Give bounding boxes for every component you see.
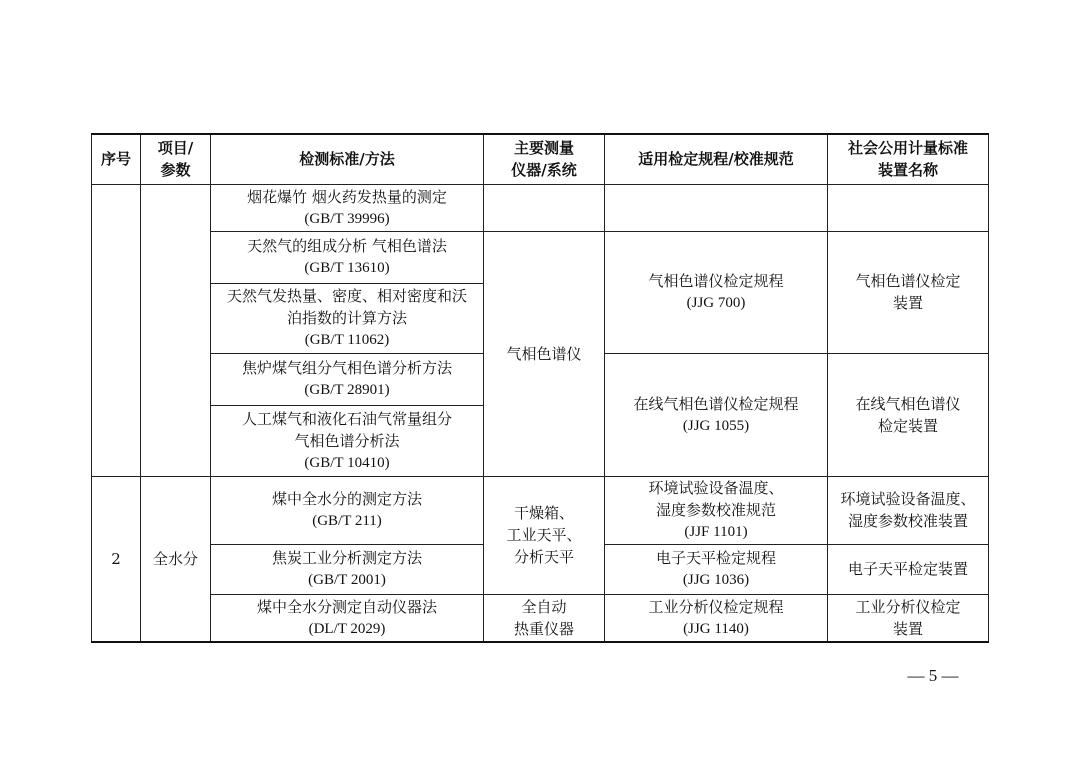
instrument-cell-empty (484, 184, 605, 231)
method-cell: 烟花爆竹 烟火药发热量的测定 (GB/T 39996) (211, 184, 484, 231)
method-cell: 人工煤气和液化石油气常量组分 气相色谱分析法 (GB/T 10410) (211, 405, 484, 476)
regulation-cell: 工业分析仪检定规程 (JJG 1140) (605, 594, 828, 642)
method-cell: 煤中全水分测定自动仪器法 (DL/T 2029) (211, 594, 484, 642)
device-cell: 气相色谱仪检定 装置 (828, 231, 989, 353)
device-cell: 在线气相色谱仪 检定装置 (828, 353, 989, 476)
regulation-cell: 环境试验设备温度、 湿度参数校准规范 (JJF 1101) (605, 476, 828, 544)
method-cell: 焦炭工业分析测定方法 (GB/T 2001) (211, 544, 484, 594)
table-header-row (92, 134, 989, 184)
parameter-cell-empty (141, 184, 211, 476)
device-cell: 环境试验设备温度、 湿度参数校准装置 (828, 476, 989, 544)
header-instrument: 主要测量 仪器/系统 (484, 134, 605, 184)
instrument-cell: 全自动 热重仪器 (484, 594, 605, 642)
serial-number-cell: 2 (92, 476, 141, 642)
table-row (92, 184, 989, 231)
device-cell: 电子天平检定装置 (828, 544, 989, 594)
regulation-cell: 电子天平检定规程 (JJG 1036) (605, 544, 828, 594)
method-cell: 天然气的组成分析 气相色谱法 (GB/T 13610) (211, 231, 484, 283)
instrument-cell: 气相色谱仪 (484, 231, 605, 476)
table-row (92, 476, 989, 544)
method-cell: 煤中全水分的测定方法 (GB/T 211) (211, 476, 484, 544)
regulation-cell: 气相色谱仪检定规程 (JJG 700) (605, 231, 828, 353)
header-test-standard: 检测标准/方法 (211, 134, 484, 184)
regulation-cell: 在线气相色谱仪检定规程 (JJG 1055) (605, 353, 828, 476)
device-cell: 工业分析仪检定 装置 (828, 594, 989, 642)
header-serial-number: 序号 (92, 134, 141, 184)
instrument-cell: 干燥箱、 工业天平、 分析天平 (484, 476, 605, 594)
device-cell-empty (828, 184, 989, 231)
header-regulation: 适用检定规程/校准规范 (605, 134, 828, 184)
standards-table (91, 133, 989, 643)
table-row (92, 594, 989, 642)
regulation-cell-empty (605, 184, 828, 231)
method-cell: 天然气发热量、密度、相对密度和沃 泊指数的计算方法 (GB/T 11062) (211, 283, 484, 353)
method-cell: 焦炉煤气组分气相色谱分析方法 (GB/T 28901) (211, 353, 484, 405)
page-number: — 5 — (907, 666, 959, 685)
table-row (92, 231, 989, 283)
header-standard-device: 社会公用计量标准 装置名称 (828, 134, 989, 184)
serial-cell-empty (92, 184, 141, 476)
parameter-cell: 全水分 (141, 476, 211, 642)
header-item-parameter: 项目/ 参数 (141, 134, 211, 184)
